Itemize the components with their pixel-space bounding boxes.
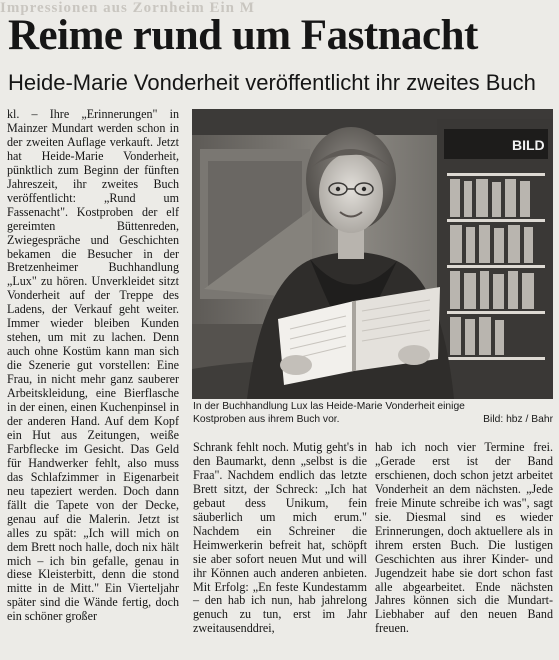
caption-line-2 [193,414,553,427]
caption-line-1: In der Buchhandlung Lux las Heide-Marie Vonderheit einige [193,401,465,412]
shop-sign-text: BILD [512,137,545,153]
article-column-1 [7,108,179,624]
headline: Reime rund um Fastnacht [8,12,478,59]
article-column-2 [193,441,367,636]
article-text-col2: Schrank fehlt noch. Mutig geht's in den Baumarkt, denn „selbst is die Fraa". Nachdem endlich das letzte Brett sitzt, der Schreck: „Ich hat gebaut dess Unikum, fein säuberlich um mich erum." Nachdem ein Schreiner die Heimwerkerin befreit hat, schöpft sie aber sofort neuen Mut und will ihr Können auch anderen anbieten. Mit Erfolg: „En feste Kundestamm – den hab ich nun, hab jahrelong genuch zu tun, erst im Jahr zweitausenddrei, [193,440,367,636]
caption-text: Kostproben aus ihrem Buch vor. [193,413,340,425]
photo-credit: Bild: hbz / Bahr [483,413,553,425]
article-photo [192,109,553,399]
article-text-col1: kl. – Ihre „Erinnerungen" in Mainzer Mundart werden schon in der zweiten Auflage verkauft. Jetzt hat Heide-Marie Vonderheit, pünktlich zum Beginn der fünften Jahreszeit, ihr zweites Buch veröffentlicht: „Rund um Fassenacht". Kostproben der elf gereimten Büttenreden, Zwiegespräche und Geschichten bekamen die Besucher in der Bretzenheimer Buchhandlung „Lux" zu hören. Unverkleidet sitzt Vonderheit auf der Treppe des Ladens, der Verkauf geht weiter. Immer wieder bleiben Kunden stehen, um mit zu lachen. Denn auch ohne Kostüm kann man sich die Szenerie gut vorstellen: Eine Frau, in nicht mehr ganz sauberer Arbeitskleidung, eine Bierflasche in der einen, einen Kuchenpinsel in der anderen Hand. Auf dem Kopf ein Hut aus Zeitungen, weiße Farbflecke im Gesicht. Das Geld für Handwerker fehlt, also muss das Schlafzimmer in Eigenarbeit neu tapeziert werden. Doch dann fällt die Tapete von der Decke, genau auf die Malerin. Jetzt ist alles zu spät: „Ich will mich on dem Brett noch halle, doch nix hält mich – ich bin gefalle, genau in diese Kleisterbitt, denn die stond mitte in de Mitt." Ein Vierteljahr später sind die Wände fertig, doch ein schöner großer [7,107,179,624]
article-column-3 [375,441,553,636]
article-text-col3: hab ich noch vier Termine frei. „Gerade erst ist der Band erschienen, doch schon jetzt arbeitet Vonderheit an dem nächsten. „Jede freie Minute schreibe ich was", sagt sie. Diesmal sind es wieder Erinnerungen, doch aktuellere als in ihrem ersten Buch. Die lustigen Geschichten aus ihrer Kinder- und Jugendzeit habe sie dort schon fast alle abgearbeitet. Ende nächsten Jahres können sich die Mundart-Liebhaber auf den neuen Band freuen. [375,440,553,636]
subheadline: Heide-Marie Vonderheit veröffentlicht ihr zweites Buch [8,70,536,95]
adjacent-article-bleed: Impressionen aus Zornheim Ein M [0,0,255,16]
photo-caption [193,401,553,426]
